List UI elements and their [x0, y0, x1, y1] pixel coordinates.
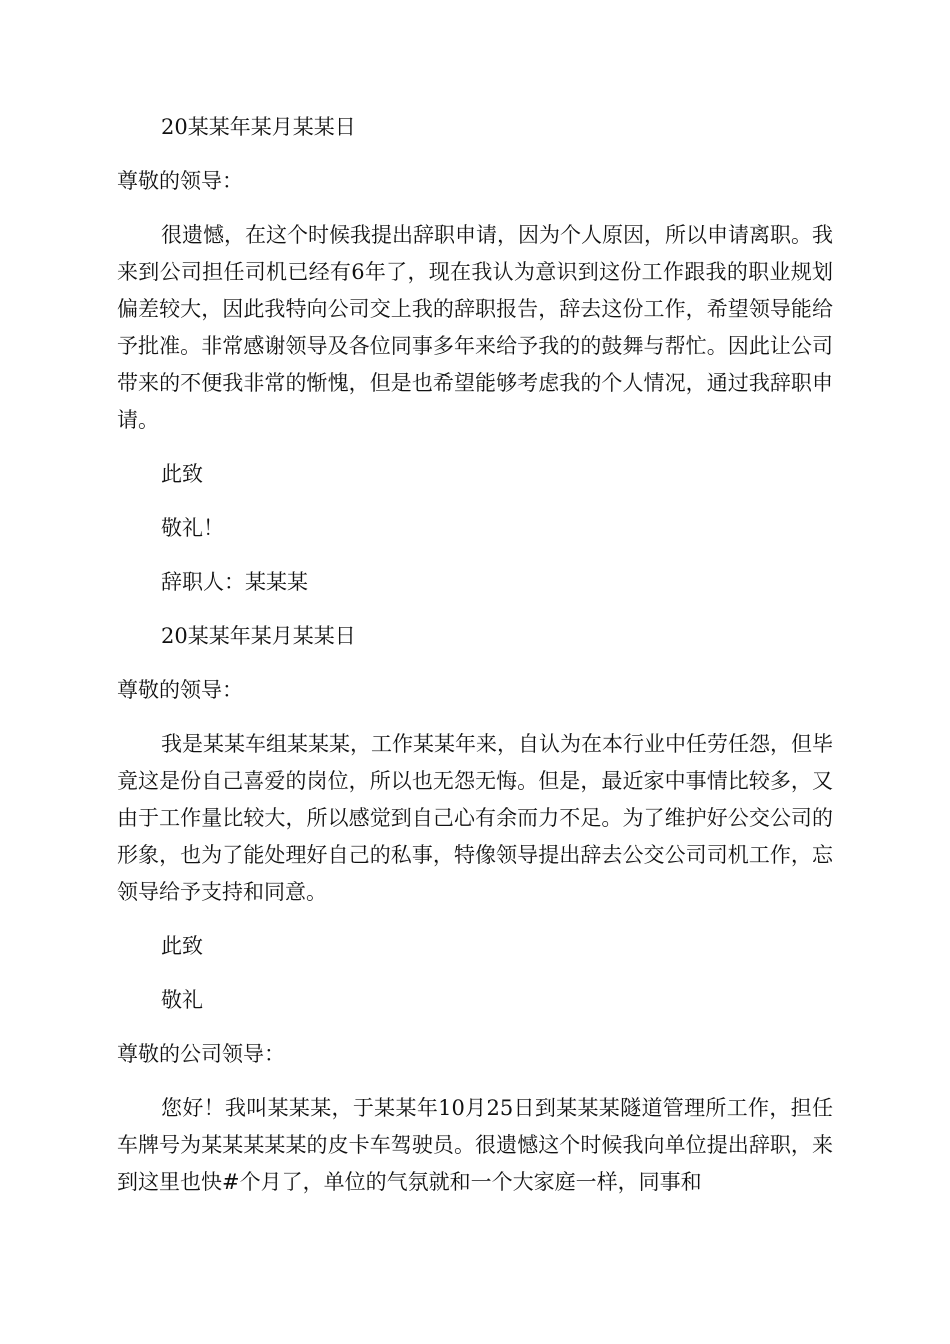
letter-closing-cizhi: 此致	[161, 934, 203, 958]
letter-body: 很遗憾，在这个时候我提出辞职申请，因为个人原因，所以申请离职。我来到公司担任司机已经有6年了，现在我认为意识到这份工作跟我的职业规划偏差较大，因此我特向公司交上我的辞职报告，辞去这份工作，希望领导能给予批准。非常感谢领导及各位同事多年来给予我的的鼓舞与帮忙。因此让公司带来的不便我非常的惭愧，但是也希望能够考虑我的个人情况，通过我辞职申请。	[117, 223, 833, 432]
letter-date: 20某某年某月某某日	[161, 115, 356, 139]
letter-closing-cizhi: 此致	[161, 462, 203, 486]
letter-salutation: 尊敬的领导：	[117, 169, 243, 193]
letter-closing-jingli: 敬礼	[161, 988, 203, 1012]
letter-body: 我是某某车组某某某，工作某某年来，自认为在本行业中任劳任怨，但毕竟这是份自己喜爱的岗位，所以也无怨无悔。但是，最近家中事情比较多，又由于工作量比较大，所以感觉到自己心有余而力不足。为了维护好公交公司的形象，也为了能处理好自己的私事，特像领导提出辞去公交公司司机工作，忘领导给予支持和同意。	[117, 732, 833, 904]
letter-salutation: 尊敬的领导：	[117, 678, 243, 702]
letter-closing-jingli: 敬礼！	[161, 516, 224, 540]
document-content	[117, 109, 833, 1201]
letter-salutation: 尊敬的公司领导：	[117, 1042, 285, 1066]
letter-body: 您好！我叫某某某，于某某年10月25日到某某某隧道管理所工作，担任车牌号为某某某某某的皮卡车驾驶员。很遗憾这个时候我向单位提出辞职，来到这里也快#个月了，单位的气氛就和一个大家庭一样，同事和	[117, 1096, 833, 1194]
letter-signature: 辞职人：某某某	[161, 570, 308, 594]
letter-date: 20某某年某月某某日	[161, 624, 356, 648]
